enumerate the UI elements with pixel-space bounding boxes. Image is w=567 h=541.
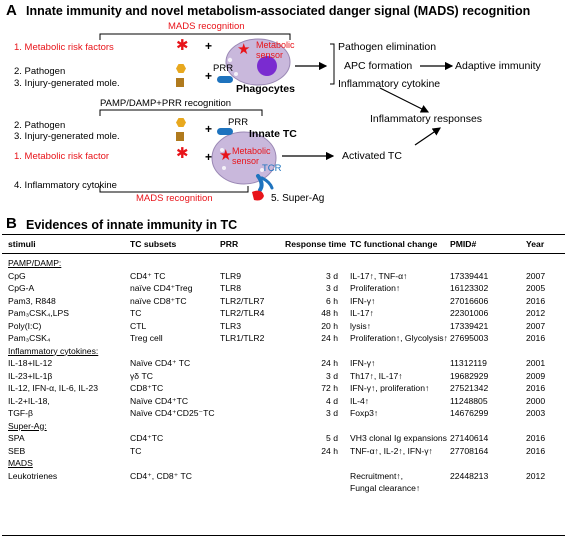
cell-stimuli: Pam₃CSK₄ [8, 333, 51, 343]
cell-tc-subsets: CTL [130, 320, 147, 331]
injury-molecule-label: 3. Injury-generated mole. [14, 78, 120, 89]
cell-prr: TLR3 [220, 320, 242, 331]
cell-tc-subsets: TC [130, 445, 142, 456]
pamp-bracket [100, 110, 262, 116]
section-header-row [0, 420, 567, 433]
cell-response-time: 3 d [326, 370, 338, 381]
cell-stimuli: CpG [8, 270, 26, 281]
cell-pmid: 27521342 [450, 383, 489, 393]
prr-receptor-icon [217, 128, 233, 135]
cell-tc-subsets: γδ TC [130, 370, 153, 381]
cell-pmid: 22448213 [450, 470, 489, 481]
cell-functional-change: VH3 clonal Ig expansions [350, 433, 447, 443]
cell-response-time: 72 h [321, 383, 338, 393]
innate-tc-label: Innate TC [249, 128, 297, 140]
cell-pmid: 17339421 [450, 320, 489, 331]
injury-molecule-square-icon [176, 78, 184, 87]
section-header-row [0, 257, 567, 270]
cell-functional-change: Fungal clearance↑ [350, 483, 421, 493]
cell-tc-subsets: CD4⁺, CD8⁺ TC [130, 470, 192, 481]
cell-year: 2007 [526, 270, 546, 281]
cell-year: 2016 [526, 295, 546, 306]
cell-response-time: 48 h [321, 308, 338, 318]
cell-year: 2016 [526, 433, 546, 443]
cell-stimuli: SEB [8, 445, 26, 456]
section-title: MADS [8, 458, 33, 468]
table-row [0, 282, 567, 295]
cell-year: 2001 [526, 358, 546, 368]
plus-icon: + [205, 39, 213, 53]
header-tc-subsets: TC subsets [130, 239, 177, 249]
cell-tc-subsets: Treg cell [130, 333, 163, 343]
sensor-star-icon: ★ [219, 147, 233, 164]
cell-response-time: 6 h [326, 295, 338, 306]
cell-functional-change: Proliferation↑, Glycolysis↑ [350, 333, 448, 343]
cell-tc-subsets: Naïve CD4⁺ TC [130, 358, 191, 368]
red-star-icon: ✱ [176, 37, 189, 54]
table-header-row [0, 238, 567, 251]
table-row [0, 295, 567, 308]
cell-response-time: 24 h [321, 445, 338, 456]
cell-year: 2005 [526, 283, 546, 293]
cell-tc-subsets: CD4⁺TC [130, 433, 164, 443]
red-star-icon: ✱ [176, 145, 189, 162]
cell-functional-change: Foxp3↑ [350, 408, 379, 418]
metabolic-risk-factor-label: 1. Metabolic risk factor [14, 151, 110, 162]
cell-prr: TLR2/TLR4 [220, 308, 265, 318]
cell-tc-subsets: CD8⁺TC [130, 383, 164, 393]
cell-prr: TLR2/TLR7 [220, 295, 265, 306]
pamp-recognition-label: PAMP/DAMP+PRR recognition [100, 98, 232, 109]
table-row [0, 332, 567, 345]
cell-response-time: 3 d [326, 270, 338, 281]
superag-label: 5. Super-Ag [271, 193, 325, 204]
cell-year: 2009 [526, 370, 546, 381]
cell-stimuli: Pam3, R848 [8, 295, 56, 306]
plus-icon: + [205, 69, 213, 83]
cell-stimuli: Pam₃CSK₄,LPS [8, 308, 69, 318]
cell-stimuli: CpG-A [8, 283, 35, 293]
cell-functional-change: IL-4↑ [350, 395, 370, 406]
inflammatory-cytokine-text: Inflammatory cytokine [338, 78, 441, 90]
cell-tc-subsets: TC [130, 308, 142, 318]
cell-pmid: 27140614 [450, 433, 489, 443]
cell-tc-subsets: CD4⁺ TC [130, 270, 166, 281]
adaptive-immunity-text: Adaptive immunity [455, 60, 541, 72]
tcr-label: TCR [262, 163, 282, 174]
cell-functional-change: Recruitment↑, [350, 470, 404, 481]
cell-response-time: 24 h [321, 333, 338, 343]
cell-response-time: 3 d [326, 408, 338, 418]
header-year: Year [526, 239, 545, 249]
cell-stimuli: IL-23+IL-1β [8, 370, 53, 381]
panel-b-title: Evidences of innate immunity in TC [26, 218, 238, 232]
pathogen-label: 2. Pathogen [14, 66, 66, 77]
cell-stimuli: Poly(I:C) [8, 320, 42, 331]
table-row [0, 357, 567, 370]
section-header-row [0, 345, 567, 358]
section-title: Inflammatory cytokines: [8, 345, 99, 356]
plus-icon: + [205, 150, 213, 164]
evidence-table [0, 234, 567, 534]
table-row [0, 307, 567, 320]
inflammatory-cytokine-label: 4. Inflammatory cytokine [14, 180, 117, 191]
table-row [0, 470, 567, 483]
cell-pmid: 27695003 [450, 333, 489, 343]
cell-response-time: 3 d [326, 283, 338, 293]
cell-year: 2012 [526, 470, 546, 481]
cell-functional-change: Th17↑, IL-17↑ [350, 370, 403, 381]
cell-pmid: 27016606 [450, 295, 489, 306]
cell-pmid: 17339441 [450, 270, 489, 281]
table-row [0, 320, 567, 333]
header-prr: PRR [220, 239, 239, 249]
table-row [0, 395, 567, 408]
table-row [0, 407, 567, 420]
cell-pmid: 27708164 [450, 445, 489, 456]
cell-response-time: 24 h [321, 358, 338, 368]
section-title: PAMP/DAMP: [8, 258, 62, 268]
cell-year: 2007 [526, 320, 546, 331]
cell-pmid: 11248805 [450, 395, 488, 406]
cell-pmid: 14676299 [450, 408, 489, 418]
cell-pmid: 11312119 [450, 358, 487, 368]
prr-label-bottom: PRR [228, 117, 249, 128]
panel-a-title: Innate immunity and novel metabolism-associated danger signal (MADS) recognition [26, 4, 531, 18]
cell-stimuli: IL-18+IL-12 [8, 358, 53, 368]
apc-formation-text: APC formation [344, 60, 413, 72]
cell-functional-change: IL-17↑, TNF-α↑ [350, 270, 408, 281]
cell-functional-change: lysis↑ [350, 320, 372, 331]
pathogen-elimination-text: Pathogen elimination [338, 41, 437, 53]
cell-year: 2016 [526, 333, 546, 343]
cell-response-time: 5 d [326, 433, 338, 443]
cell-stimuli: IL-2+IL-18, [8, 395, 50, 406]
table-row [0, 445, 567, 458]
injury-molecule-label-bottom: 3. Injury-generated mole. [14, 131, 120, 142]
cell-functional-change: IFN-γ↑ [350, 295, 376, 306]
phagocytes-label: Phagocytes [236, 83, 295, 95]
section-title: Super-Ag: [8, 420, 47, 431]
cell-prr: TLR8 [220, 283, 242, 293]
cell-stimuli: SPA [8, 433, 25, 443]
sensor-star-icon: ★ [237, 41, 251, 58]
table-row [0, 270, 567, 283]
cell-stimuli: Leukotrienes [8, 470, 58, 481]
cell-year: 2016 [526, 445, 546, 456]
section-header-row [0, 457, 567, 470]
cell-tc-subsets: naïve CD4⁺Treg [130, 283, 193, 293]
cell-stimuli: IL-12, IFN-α, IL-6, IL-23 [8, 383, 98, 393]
table-row [0, 382, 567, 395]
cell-response-time: 4 d [326, 395, 338, 406]
cell-functional-change: Proliferation↑ [350, 283, 401, 293]
cell-functional-change: IFN-γ↑ [350, 358, 376, 368]
cell-pmid: 22301006 [450, 308, 489, 318]
mads-label-top: MADS recognition [168, 21, 245, 32]
cell-year: 2000 [526, 395, 546, 406]
cell-response-time: 20 h [321, 320, 338, 331]
cell-pmid: 16123302 [450, 283, 489, 293]
mads-bracket-bottom [100, 186, 248, 192]
phagocyte-sensor-label: Metabolic sensor [256, 40, 295, 60]
activated-tc-text: Activated TC [342, 150, 402, 162]
table-row [0, 482, 567, 495]
cell-prr: TLR9 [220, 270, 242, 281]
mads-label-bottom: MADS recognition [136, 193, 213, 204]
cell-stimuli: TGF-β [8, 408, 33, 418]
cell-year: 2012 [526, 308, 546, 318]
cell-functional-change: IL-17↑ [350, 308, 374, 318]
panel-a-letter: A [6, 2, 17, 19]
cell-pmid: 19682929 [450, 370, 489, 381]
cell-prr: TLR1/TLR2 [220, 333, 265, 343]
table-row [0, 370, 567, 383]
inflammatory-responses-text: Inflammatory responses [370, 113, 483, 125]
cell-year: 2003 [526, 408, 546, 418]
cell-tc-subsets: Naïve CD4⁺CD25⁻TC [130, 408, 215, 418]
cell-tc-subsets: naïve CD8⁺TC [130, 295, 187, 306]
header-functional-change: TC functional change [350, 239, 438, 249]
cell-functional-change: TNF-α↑, IL-2↑, IFN-γ↑ [350, 445, 433, 456]
table-row [0, 432, 567, 445]
injury-molecule-square-icon [176, 132, 184, 141]
panel-b-letter: B [6, 215, 17, 232]
pathogen-label-bottom: 2. Pathogen [14, 120, 66, 131]
cell-tc-subsets: Naïve CD4⁺TC [130, 395, 189, 406]
prr-label-top: PRR [213, 63, 234, 74]
prr-receptor-icon [217, 76, 233, 83]
cell-year: 2016 [526, 383, 546, 393]
cell-functional-change: IFN-γ↑, proliferation↑ [350, 383, 430, 393]
innate-tc-sensor-label: Metabolic sensor [232, 146, 271, 166]
plus-icon: + [205, 122, 213, 136]
metabolic-risk-factors-label: 1. Metabolic risk factors [14, 42, 114, 53]
header-response-time: Response time [285, 239, 347, 249]
header-pmid: PMID# [450, 239, 477, 249]
header-stimuli: stimuli [8, 239, 36, 249]
superag-shape [252, 191, 264, 201]
outcome-bracket-top [330, 44, 334, 84]
